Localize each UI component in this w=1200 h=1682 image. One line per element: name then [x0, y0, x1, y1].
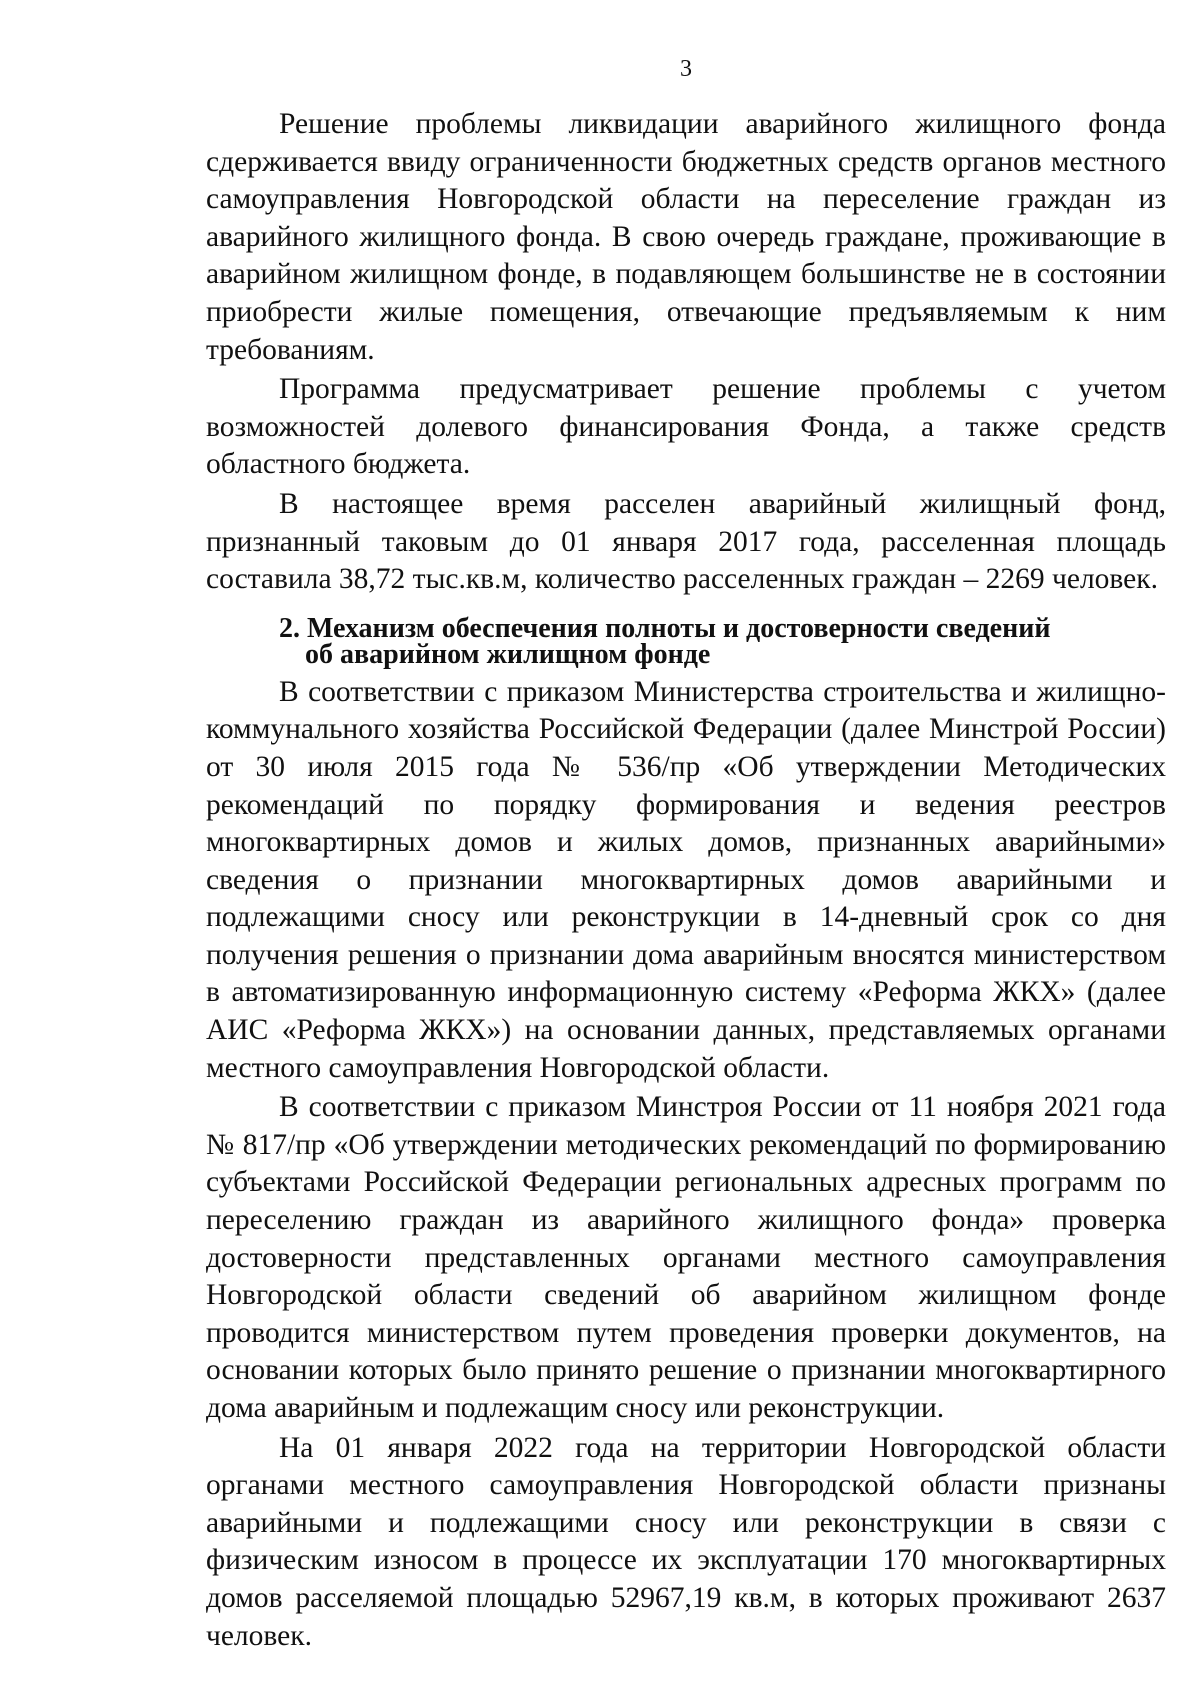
section-heading-line2: об аварийном жилищном фонде — [305, 638, 711, 670]
paragraph-order-817: В соответствии с приказом Минстроя России от 11 ноября 2021 года № 817/пр «Об утверждении методических рекомендаций по формированию субъектами Российской Федерации региональных адресных программ по переселению граждан из аварийного жилищного фонда» проверка достоверности представленных органами местного самоуправления Новгородской области сведений об аварийном жилищном фонде проводится министерством путем проведения проверки документов, на основании которых было принято решение о признании многоквартирного дома аварийным и подлежащим сносу или реконструкции. — [206, 1091, 1166, 1424]
paragraph-resettled-stats: В настоящее время расселен аварийный жилищный фонд, признанный таковым до 01 января 2017 года, расселенная площадь составила 38,72 тыс.кв.м, количество расселенных граждан – 2269 человек. — [206, 487, 1166, 596]
paragraph-program-financing: Программа предусматривает решение проблемы с учетом возможностей долевого финансирования Фонда, а также средств областного бюджета. — [206, 373, 1166, 481]
section-heading — [206, 612, 1166, 670]
paragraph-funding-constraints: Решение проблемы ликвидации аварийного жилищного фонда сдерживается ввиду ограниченности бюджетных средств органов местного самоуправления Новгородской области на переселение граждан из аварийного жилищного фонда. В свою очередь граждане, проживающие в аварийном жилищном фонде, в подавляющем большинстве не в состоянии приобрести жилые помещения, отвечающие предъявляемым к ним требованиям. — [206, 108, 1166, 366]
section-heading-line1: 2. Механизм обеспечения полноты и достоверности сведений — [279, 612, 1051, 644]
paragraph-2022-stats: На 01 января 2022 года на территории Новгородской области органами местного самоуправления Новгородской области признаны аварийными и подлежащими сносу или реконструкции в связи с физическим износом в процессе их эксплуатации 170 многоквартирных домов расселяемой площадью 52967,19 кв.м, в которых проживают 2637 человек. — [206, 1431, 1166, 1652]
page-number: 3 — [680, 56, 692, 82]
document-body — [206, 106, 1166, 1657]
paragraph-order-536: В соответствии с приказом Министерства строительства и жилищно-коммунального хозяйства Российской Федерации (далее Минстрой России) от 30 июля 2015 года № 536/пр «Об утверждении Методических рекомендаций по порядку формирования и ведения реестров многоквартирных домов и жилых домов, признанных аварийными» сведения о признании многоквартирных домов аварийными и подлежащими сносу или реконструкции в 14-дневный срок со дня получения решения о признании дома аварийным вносятся министерством в автоматизированную информационную систему «Реформа ЖКХ» (далее АИС «Реформа ЖКХ») на основании данных, представляемых органами местного самоуправления Новгородской области. — [206, 675, 1166, 1084]
document-page — [206, 0, 1166, 1682]
